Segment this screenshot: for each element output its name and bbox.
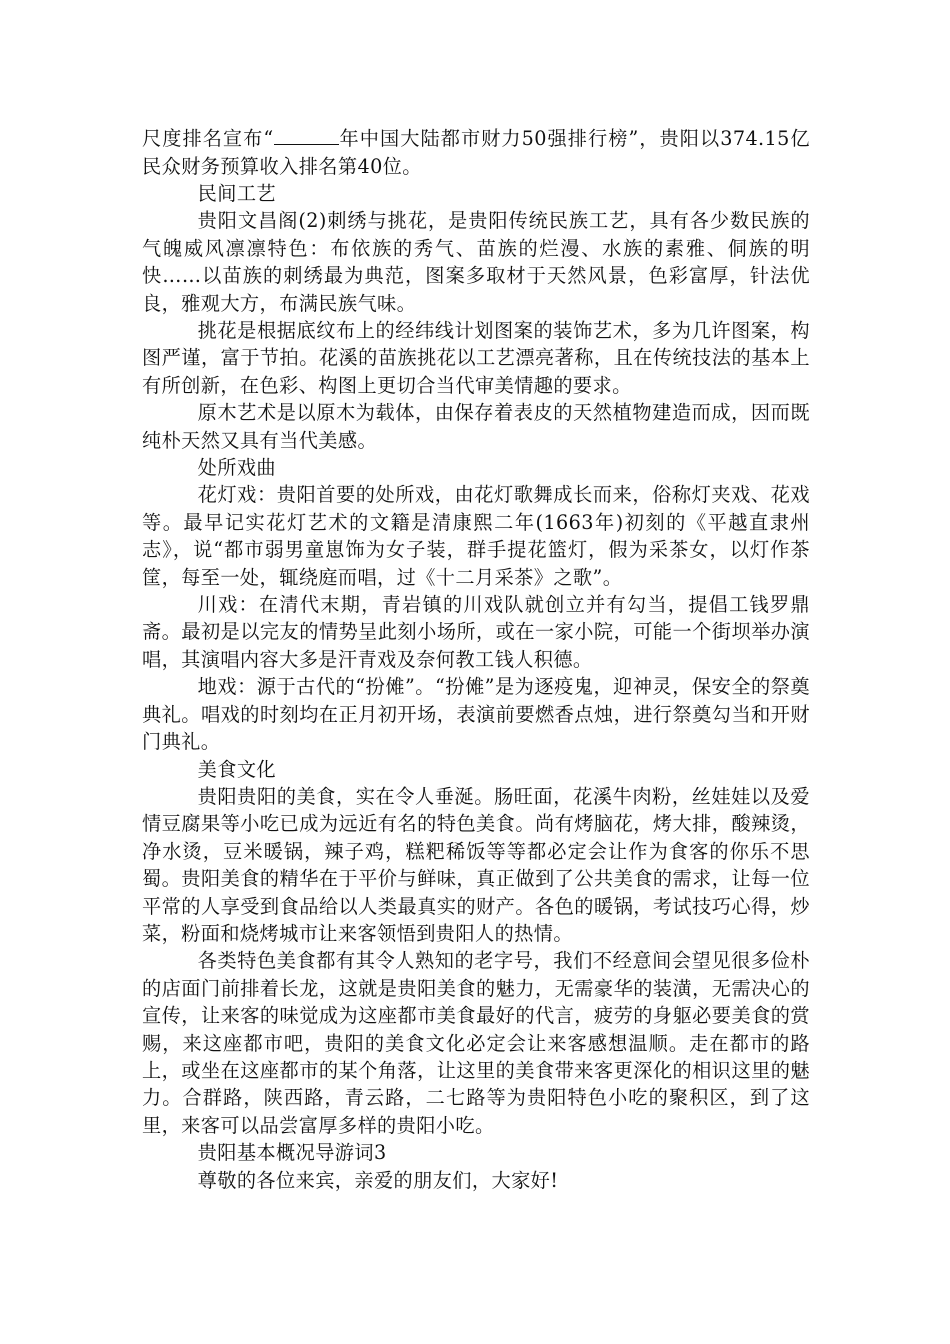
document-page: [142, 124, 810, 1194]
section-heading-guide-speech: 贵阳基本概况导游词3: [197, 1141, 387, 1165]
section-heading-local-opera: 处所戏曲: [197, 456, 277, 480]
paragraph-text: 尺度排名宣布“: [142, 127, 274, 151]
section-heading-food-culture: 美食文化: [197, 757, 277, 781]
paragraph-food-brands: 各类特色美食都有其令人熟知的老字号，我们不经意间会望见很多俭朴的店面门前排着长龙，这就是贵阳美食的魅力，无需豪华的装潢，无需决心的宣传，让来客的味觉成为这座都市美食最好的代言，疲劳的身躯必要美食的赏赐，来这座都市吧，贵阳的美食文化必定会让来客感想温顺。走在都市的路上，或坐在这座都市的某个角落，让这里的美食带来客更深化的相识这里的魅力。合群路，陕西路，青云路，二七路等为贵阳特色小吃的聚积区，到了这里，来客可以品尝富厚多样的贵阳小吃。: [142, 949, 810, 1137]
paragraph-wood-art: 原木艺术是以原木为载体，由保存着表皮的天然植物建造而成，因而既纯朴天然又具有当代美感。: [142, 401, 810, 452]
section-heading-folk-craft: 民间工艺: [197, 181, 277, 205]
paragraph-greeting: 尊敬的各位来宾，亲爱的朋友们，大家好!: [197, 1168, 559, 1192]
paragraph-finance-ranking: [142, 124, 810, 180]
paragraph-tiaohua: 挑花是根据底纹布上的经纬线计划图案的装饰艺术，多为几许图案，构图严谨，富于节拍。花溪的苗族挑花以工艺漂亮著称，且在传统技法的基本上有所创新，在色彩、构图上更切合当代审美情趣的要求。: [142, 319, 810, 397]
paragraph-huadeng-opera: 花灯戏：贵阳首要的处所戏，由花灯歌舞成长而来，俗称灯夹戏、花戏等。最早记实花灯艺术的文籍是清康熙二年(1663年)初刻的《平越直隶州志》，说“都市弱男童崽饰为女子装，群手提花篮灯，假为采茶女，以灯作茶筐，每至一处，辄绕庭而唱，过《十二月采茶》之歌”。: [142, 483, 810, 589]
paragraph-chuan-opera: 川戏：在清代末期，青岩镇的川戏队就创立并有勾当，提倡工钱罗鼎斋。最初是以完友的情势呈此刻小场所，或在一家小院，可能一个街坝举办演唱，其演唱内容大多是汗青戏及奈何教工钱人积德。: [142, 593, 810, 671]
paragraph-text: 年中国大陆都市财力50强排行榜”，贵阳以374.15亿民众财务预算收入排名第40位。: [142, 127, 811, 178]
paragraph-embroidery: 贵阳文昌阁(2)刺绣与挑花，是贵阳传统民族工艺，具有各少数民族的气魄威风凛凛特色：布依族的秀气、苗族的烂漫、水族的素雅、侗族的明快……以苗族的刺绣最为典范，图案多取材于天然风景，色彩富厚，针法优良，雅观大方，布满民族气味。: [142, 209, 810, 315]
paragraph-di-opera: 地戏：源于古代的“扮傩”。“扮傩”是为逐疫鬼，迎神灵，保安全的祭奠典礼。唱戏的时刻均在正月初开场，表演前要燃香点烛，进行祭奠勾当和开财门典礼。: [142, 675, 810, 754]
blank-underline: [274, 124, 339, 145]
paragraph-food-intro: 贵阳贵阳的美食，实在令人垂涎。肠旺面，花溪牛肉粉，丝娃娃以及爱情豆腐果等小吃已成为远近有名的特色美食。尚有烤脑花，烤大排，酸辣烫，净水烫，豆米暖锅，辣子鸡，糕粑稀饭等等都必定会让作为食客的你乐不思蜀。贵阳美食的精华在于平价与鲜味，真正做到了公共美食的需求，让每一位平常的人享受到食品给以人类最真实的财产。各色的暖锅，考试技巧心得，炒菜，粉面和烧烤城市让来客领悟到贵阳人的热情。: [142, 784, 810, 945]
